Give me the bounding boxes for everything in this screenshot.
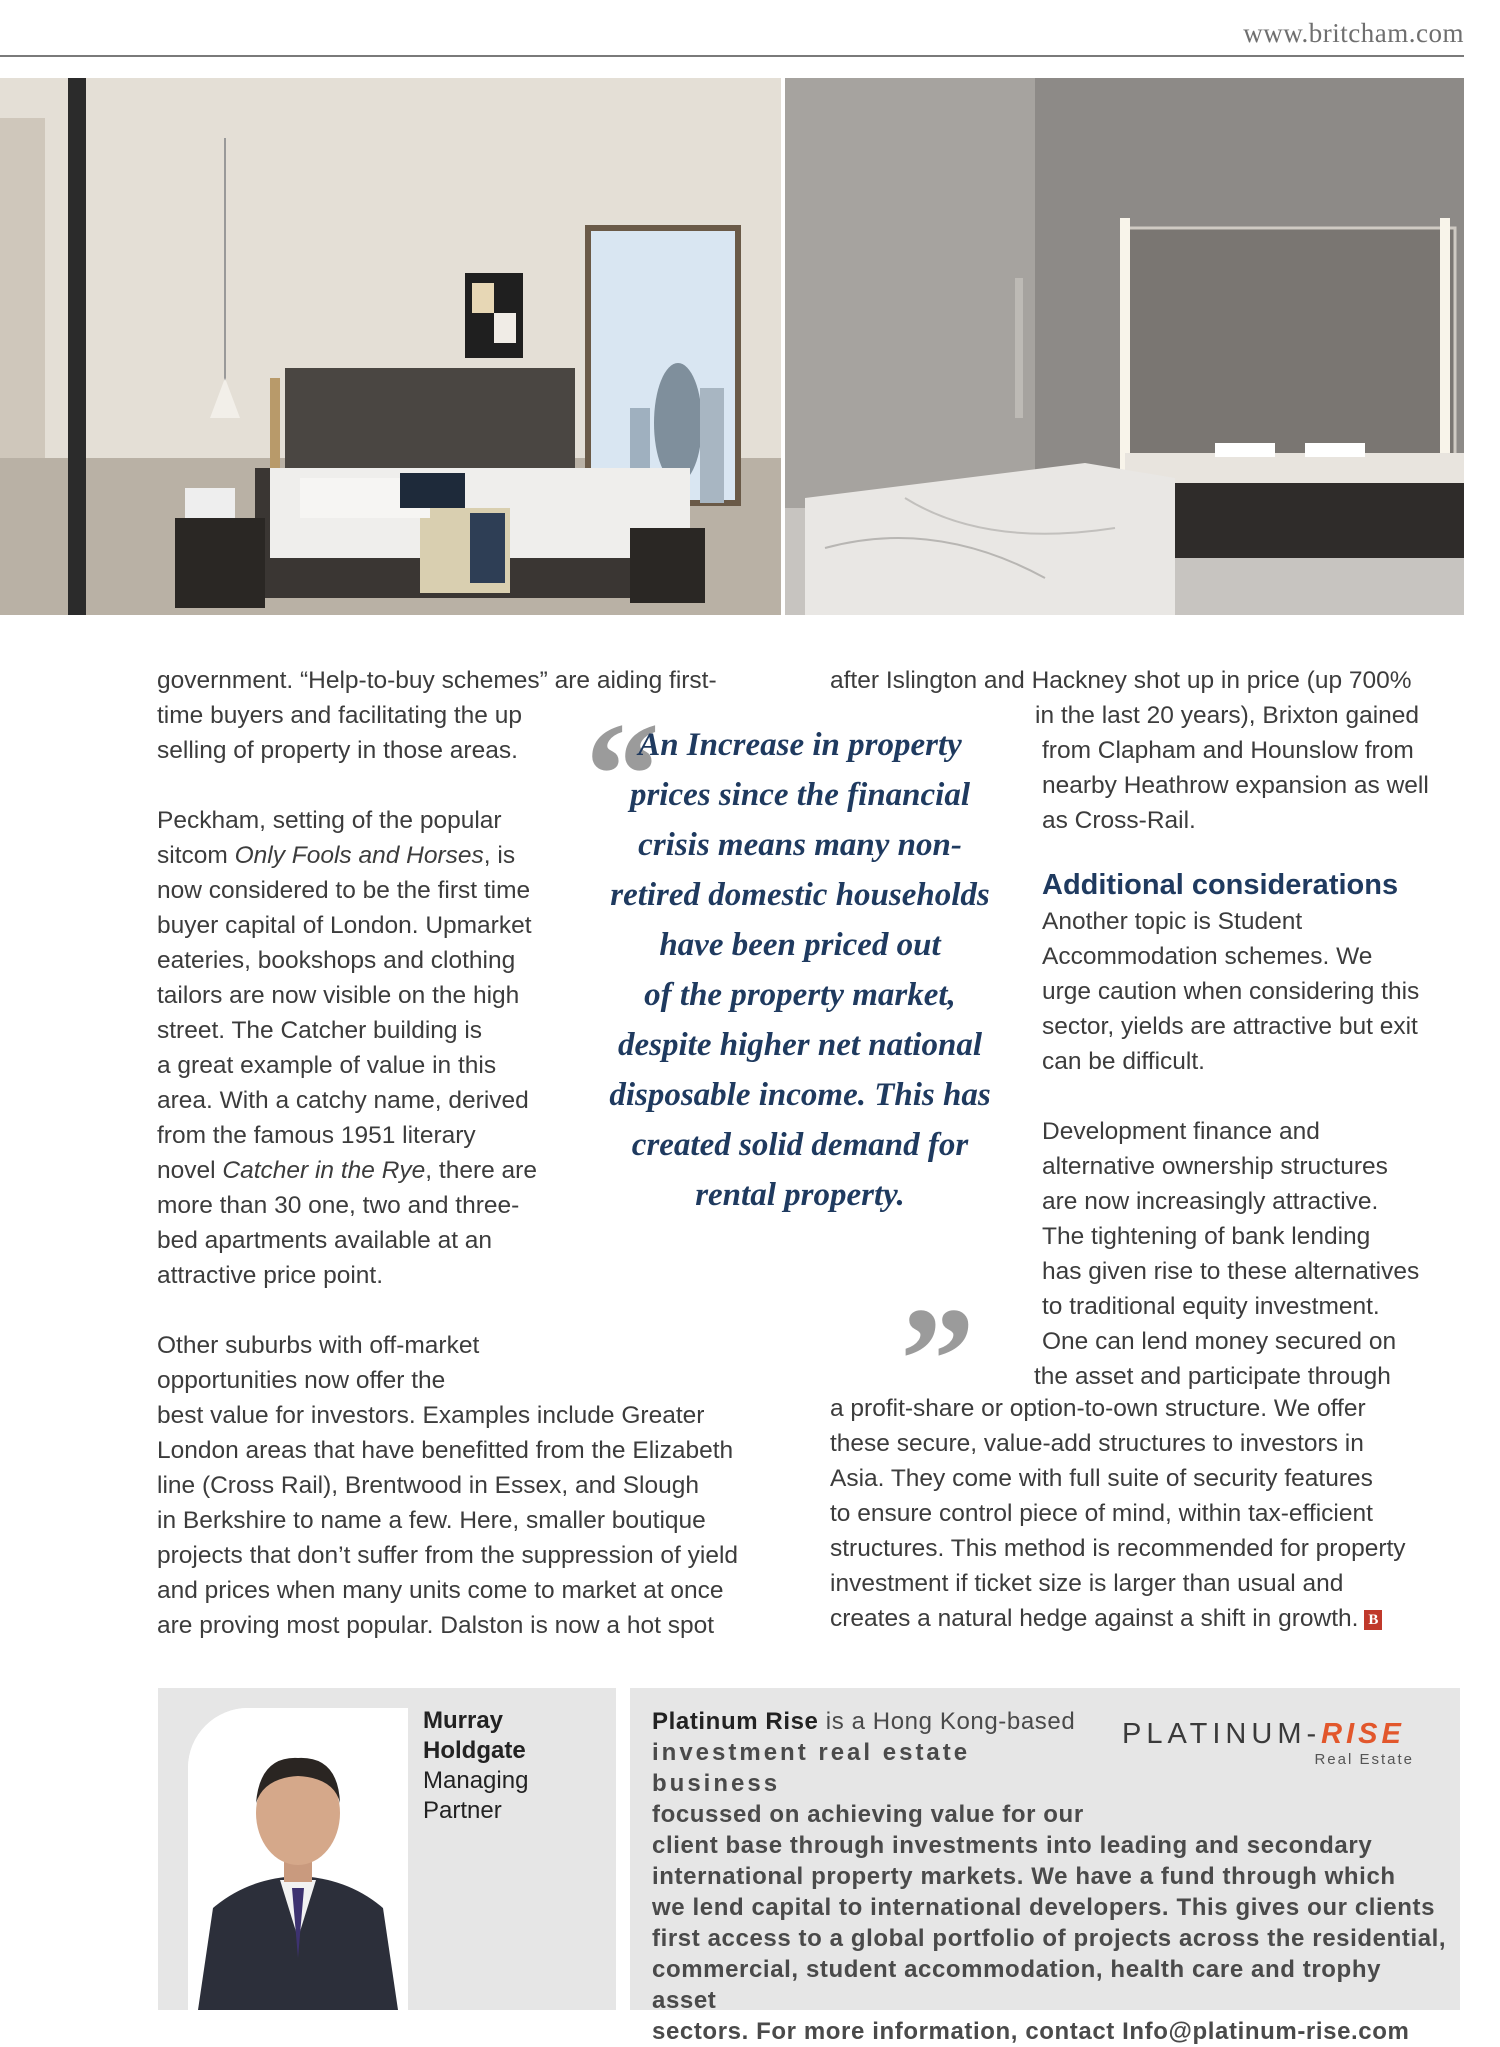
author-info [423,1706,528,1826]
site-url: www.britcham.com [1243,18,1464,48]
company-box [630,1688,1460,2045]
paragraph-peckham: Peckham, setting of the popular sitcom Only Fools and Horses, is now considered to be the first time buyer capital of London. Upmarket eateries, bookshops and clothing tailors are now visible on the high street. The Catcher building is a great example of value in this area. With a catchy name, derived from the famous 1951 literary novel Catcher in the Rye, there are more than 30 one, two and three- bed apartments available at an attractive price point. [157,807,537,1289]
author-first-name: Murray [423,1707,504,1734]
paragraph-islington: after Islington and Hackney shot up in price (up 700% in the last 20 years), Brixton gained from Clapham and Hounslow from nearby Heathrow expansion as well as Cross-Rail. [830,667,1429,834]
article-end-mark: B [1364,1610,1382,1630]
bathroom-photo [785,78,1464,615]
author-title-line1: Managing [423,1767,529,1794]
paragraph-intro: government. “Help-to-buy schemes” are aiding first- time buyers and facilitating the up selling of property in those areas. [157,667,717,764]
company-description: Platinum Rise is a Hong Kong-based investment real estate business focussed on achieving value for our client base through investments into leading and secondary international property markets. We have a fund through which we lend capital to international developers. This gives our clients first access to a global portfolio of projects across the residential, commercial, student accommodation, health care and trophy asset sectors. For more information, contact Info@platinum-rise.com [652,1708,1447,2045]
author-last-name: Holdgate [423,1737,526,1764]
bathroom-illustration [785,78,1464,615]
paragraph-development: Development finance and alternative ownership structures are now increasingly attractive. The tightening of bank lending has given rise to these alternatives to traditional equity investment. One can lend money secured on the asset and participate through [1034,1118,1420,1390]
right-column-bottom [830,1391,1470,1636]
close-quote-mark: ” [900,1277,975,1443]
platinum-rise-logo: PLATINUM-RISE Real Estate [1122,1718,1414,1768]
paragraph-suburbs: Other suburbs with off-market opportunities now offer the best value for investors. Examples include Greater London areas that have benefitted from the Elizabeth line (Cross Rail), Brentwood in Essex, and Slough in Berkshire to name a few. Here, smaller boutique projects that don’t suffer from the suppression of yield and prices when many units come to market at once are proving most popular. Dalston is now a hot spot [157,1332,739,1639]
right-column-top [830,663,1470,838]
paragraph-development-cont: a profit-share or option-to-own structure. We offer these secure, value-add structures to investors in Asia. They come with full suite of security features to ensure control piece of mind, within tax-efficient structures. This method is recommended for property investment if ticket size is larger than usual and creates a natural hedge against a shift in growth. B [830,1395,1406,1632]
section-heading: Additional considerations [1042,869,1399,901]
paragraph-student: Another topic is Student Accommodation schemes. We urge caution when considering this sector, yields are attractive but exit can be difficult. [1042,908,1420,1075]
header-divider [0,55,1464,57]
author-photo [188,1708,408,2010]
bedroom-photo [0,78,781,615]
bedroom-illustration [0,78,781,615]
open-quote-mark: “ [585,692,660,858]
author-portrait [188,1708,408,2010]
pull-quote: An Increase in property prices since the financial crisis means many non- retired domestic households have been priced out of the property market, despite higher net national disposable income. This has created solid demand for rental property. [609,727,991,1213]
author-box [158,1688,616,2010]
author-title-line2: Partner [423,1797,502,1824]
right-column-middle [1034,866,1462,1394]
